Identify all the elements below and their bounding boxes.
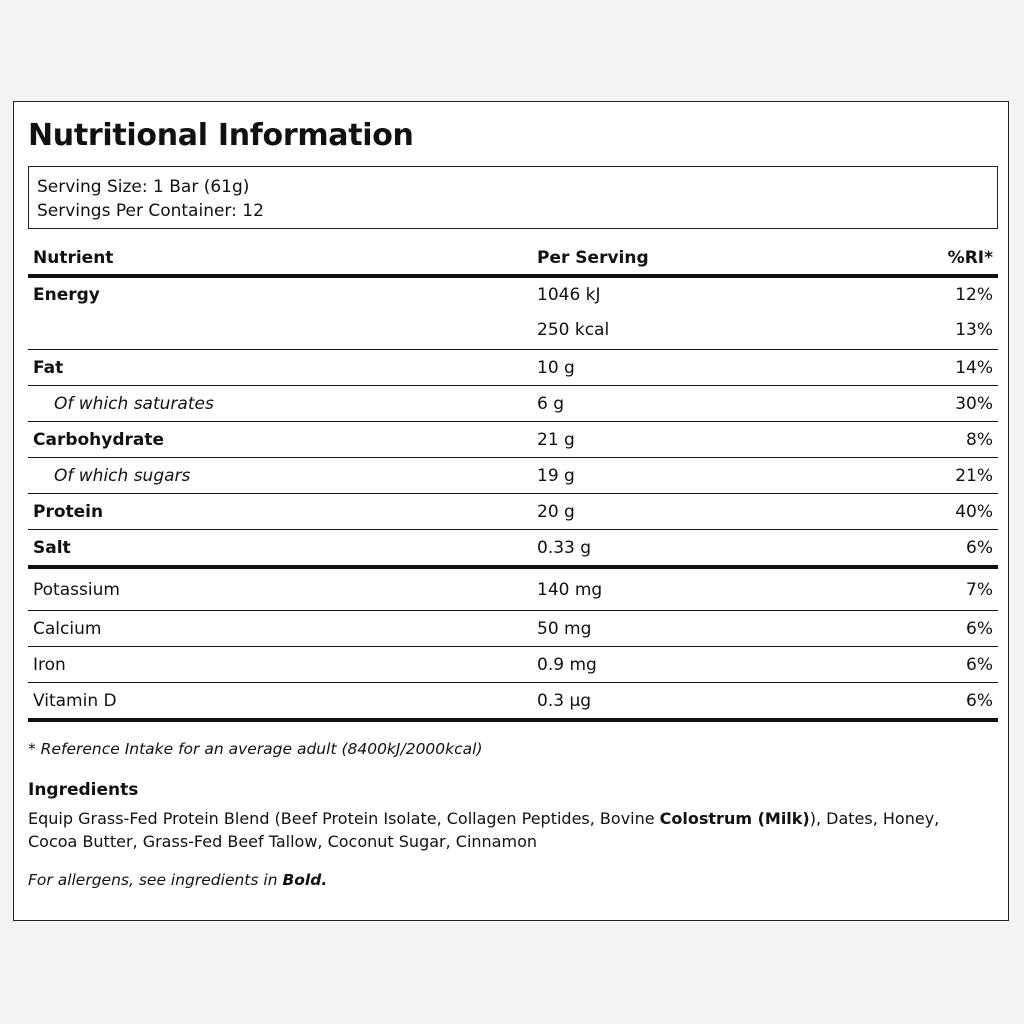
- table-row: [28, 683, 998, 722]
- energy-kcal-ri: 13%: [955, 320, 993, 340]
- row-label: Of which saturates: [54, 393, 214, 414]
- energy-kj-ri: 12%: [955, 285, 993, 305]
- row-value: 10 g: [537, 357, 575, 378]
- row-ri: 14%: [955, 357, 993, 378]
- row-label: Iron: [33, 654, 66, 675]
- allergen-note: [28, 871, 327, 889]
- row-value: 19 g: [537, 465, 575, 486]
- table-header: [28, 242, 998, 278]
- table-row: [28, 611, 998, 647]
- table-row: [28, 350, 998, 386]
- energy-ri: [832, 278, 998, 349]
- row-ri: 40%: [955, 501, 993, 522]
- reference-intake-footnote: * Reference Intake for an average adult (8400kJ/2000kcal): [28, 740, 483, 758]
- table-row: [28, 494, 998, 530]
- header-per-serving: Per Serving: [537, 248, 649, 268]
- ingredients-part: Equip Grass-Fed Protein Blend (Beef Protein Isolate, Collagen Peptides, Bovine: [28, 809, 660, 828]
- table-row-energy: [28, 278, 998, 350]
- nutrition-table: [28, 242, 998, 722]
- row-ri: 6%: [966, 537, 993, 558]
- table-row: [28, 458, 998, 494]
- row-ri: 8%: [966, 429, 993, 450]
- row-value: 0.9 mg: [537, 654, 597, 675]
- row-ri: 30%: [955, 393, 993, 414]
- table-row: [28, 422, 998, 458]
- ingredients-text: [28, 807, 988, 853]
- row-label: Potassium: [33, 579, 120, 600]
- row-label: Carbohydrate: [33, 429, 165, 450]
- row-label: Fat: [33, 357, 64, 378]
- ingredients-heading: Ingredients: [28, 780, 139, 800]
- row-value: 0.3 µg: [537, 690, 592, 711]
- row-label: Protein: [33, 501, 104, 522]
- table-row: [28, 530, 998, 569]
- energy-values: [532, 278, 832, 349]
- servings-per-container: Servings Per Container: 12: [37, 201, 264, 221]
- nutrition-panel: [13, 101, 1009, 921]
- allergen-highlight: Colostrum (Milk): [659, 809, 810, 828]
- header-ri: %RI*: [947, 248, 993, 268]
- row-ri: 21%: [955, 465, 993, 486]
- row-value: 6 g: [537, 393, 565, 414]
- row-label: Of which sugars: [54, 465, 191, 486]
- row-label: Vitamin D: [33, 690, 117, 711]
- row-value: 20 g: [537, 501, 575, 522]
- row-ri: 6%: [966, 654, 993, 675]
- row-label: Salt: [33, 537, 71, 558]
- serving-info-box: [28, 166, 998, 229]
- table-row: [28, 569, 998, 611]
- energy-kcal: 250 kcal: [537, 320, 610, 340]
- allergen-note-bold: Bold.: [282, 871, 328, 889]
- row-ri: 6%: [966, 690, 993, 711]
- row-value: 50 mg: [537, 618, 592, 639]
- table-row: [28, 647, 998, 683]
- row-value: 21 g: [537, 429, 575, 450]
- row-value: 140 mg: [537, 579, 603, 600]
- row-value: 0.33 g: [537, 537, 592, 558]
- row-ri: 6%: [966, 618, 993, 639]
- serving-size: Serving Size: 1 Bar (61g): [37, 177, 250, 197]
- table-row: [28, 386, 998, 422]
- row-label: Calcium: [33, 618, 102, 639]
- energy-kj: 1046 kJ: [537, 285, 601, 305]
- row-ri: 7%: [966, 579, 993, 600]
- row-label: Energy: [33, 285, 100, 305]
- ingredients-part: ), Dates, Honey, Cocoa Butter, Grass-Fed Beef Tallow, Coconut Sugar, Cinnamon: [28, 809, 940, 851]
- header-nutrient: Nutrient: [33, 248, 114, 268]
- allergen-note-text: For allergens, see ingredients in: [28, 871, 283, 889]
- page-title: Nutritional Information: [28, 118, 414, 153]
